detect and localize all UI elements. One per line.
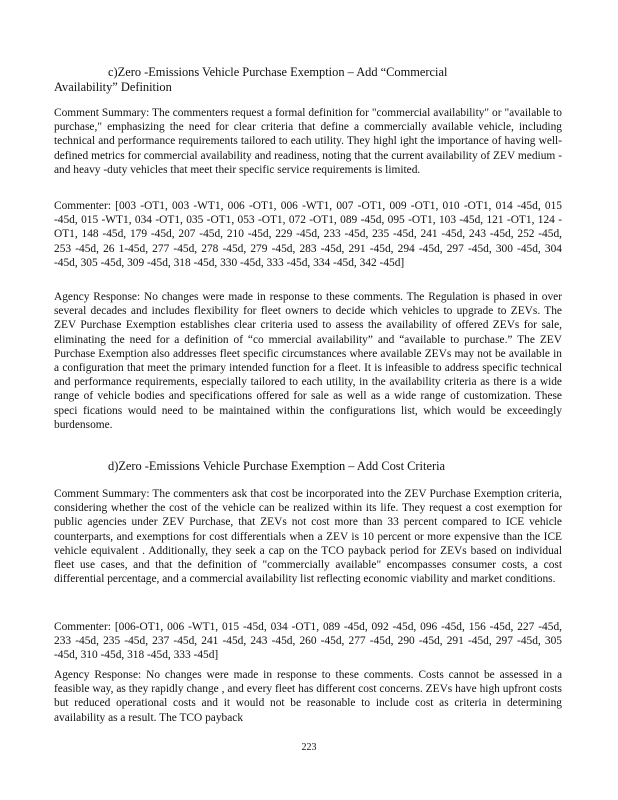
section-d-comment-summary: Comment Summary: The commenters ask that cost be incorporated into the ZEV Purchase Exemption criteria, considering whether the cost of the vehicle can be realized within its life. They request a cost exemption for public agencies under ZEV Purchase, that ZEVs not cost more than 33 percent compared to ICE vehicle counterparts, and exemptions for cost differentials when a ZEV is 10 percent or more expensive than the ICE vehicle equivalent . Additionally, they seek a cap on the TCO payback period for ZEVs based on individual fleet use cases, and that the definition of "commercially available" encompasses consumer costs, a cost differential percentage, and a commercial availability list reflecting economic viability and market conditions. — [54, 488, 562, 586]
section-c-comment-summary: Comment Summary: The commenters request a formal definition for "commercial availability" or "available to purchase," emphasizing the need for clear criteria that define a commercially available vehicle, including technical and performance requirements tailored to each utility. They highl ight the importance of having well-defined metrics for commercial availability and readiness, noting that the current availability of ZEV medium - and heavy -duty vehicles that meet their specific service requirements is limited. — [54, 107, 562, 176]
section-c-agency-response: Agency Response: No changes were made in response to these comments. The Regulation is phased in over several decades and includes flexibility for fleet owners to decide which vehicles to upgrade to ZEVs. The ZEV Purchase Exemption establishes clear criteria used to assess the availability of offered ZEVs for sale, eliminating the need for a definition of “co mmercial availability” and “available to purchase.” The ZEV Purchase Exemption also addresses fleet specific circumstances where available ZEVs may not be available in a configuration that meet the primary intended function for a fleet. It is infeasible to address specific technical and performance requirements, especially tailored to each utility, in the availability criteria as there is a wide range of vehicle bodies and specifications offered for sale as well as a wide range of customization. These speci fications would need to be maintained within the configurations list, which would be exceedingly burdensome. — [54, 291, 562, 431]
section-d-commenter-list: Commenter: [006-OT1, 006 -WT1, 015 -45d, 034 -OT1, 089 -45d, 092 -45d, 096 -45d, 156 -45d, 227 -45d, 233 -45d, 235 -45d, 237 -45d, 241 -45d, 243 -45d, 260 -45d, 277 -45d, 290 -45d, 291 -45d, 297 -45d, 305 -45d, 310 -45d, 318 -45d, 333 -45d] — [54, 621, 562, 662]
section-d-heading: d)Zero -Emissions Vehicle Purchase Exemption – Add Cost Criteria — [108, 459, 446, 473]
section-c-commenter-list: Commenter: [003 -OT1, 003 -WT1, 006 -OT1, 006 -WT1, 007 -OT1, 009 -OT1, 010 -OT1, 014 -45d, 015 -45d, 015 -WT1, 034 -OT1, 035 -OT1, 053 -OT1, 072 -OT1, 089 -45d, 095 -OT1, 103 -45d, 121 -OT1, 124 -OT1, 148 -45d, 179 -45d, 207 -45d, 210 -45d, 229 -45d, 233 -45d, 235 -45d, 241 -45d, 243 -45d, 252 -45d, 253 -45d, 26 1-45d, 277 -45d, 278 -45d, 279 -45d, 283 -45d, 291 -45d, 294 -45d, 297 -45d, 300 -45d, 304 -45d, 305 -45d, 309 -45d, 318 -45d, 330 -45d, 333 -45d, 334 -45d, 342 -45d] — [54, 200, 562, 269]
section-c-heading-line2: Availability” Definition — [54, 80, 172, 94]
page-number: 223 — [301, 742, 317, 753]
section-c-heading-line1: c)Zero -Emissions Vehicle Purchase Exemption – Add “Commercial — [108, 65, 448, 79]
section-d-agency-response: Agency Response: No changes were made in response to these comments. Costs cannot be assessed in a feasible way, as they rapidly change , and every fleet has different cost concerns. ZEVs have high upfront costs but reduced operational costs and it would not be reasonable to include cost as criteria in determining availability as a result. The TCO payback — [54, 669, 562, 724]
